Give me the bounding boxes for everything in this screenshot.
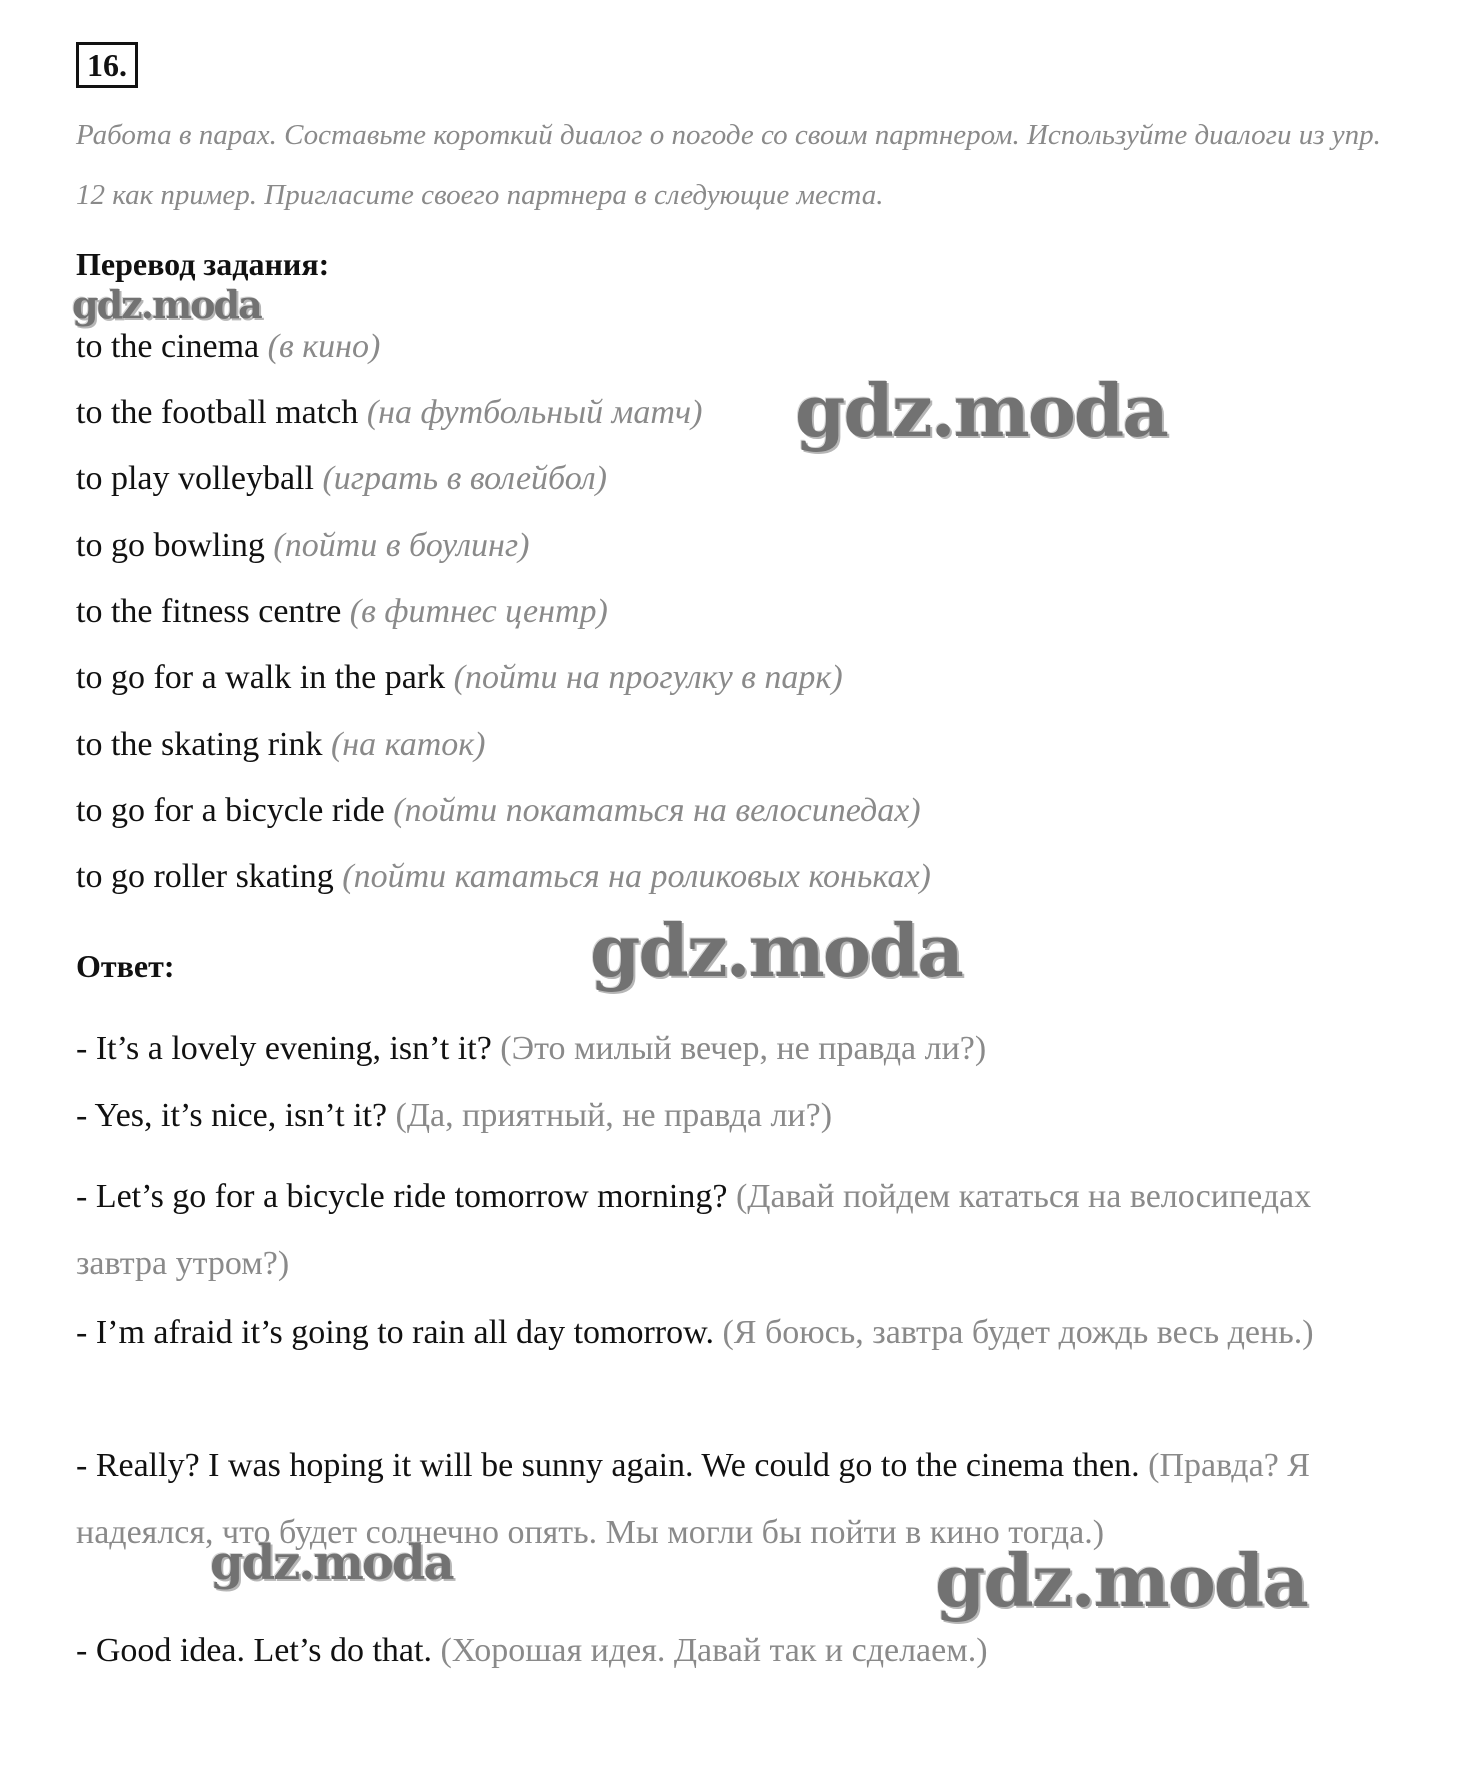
list-item: to go for a bicycle ride (пойти покататься на велосипедах) <box>76 792 921 829</box>
list-item: to play volleyball (играть в волейбол) <box>76 460 608 497</box>
list-item: to go for a walk in the park (пойти на прогулку в парк) <box>76 659 843 696</box>
list-item: to go roller skating (пойти кататься на роликовых коньках) <box>76 858 931 895</box>
exercise-number: 16. <box>76 42 138 88</box>
watermark-logo: gdz.moda <box>210 1535 453 1591</box>
dialogue-line: - Good idea. Let’s do that. (Хорошая идея. Давай так и сделаем.) <box>76 1632 988 1669</box>
watermark-logo: gdz.moda <box>795 368 1167 453</box>
dialogue-line: - Really? I was hoping it will be sunny again. We could go to the cinema then. (Правда? Я надеялся, что будет солнечно опять. Мы могли бы пойти в кино тогда.) <box>76 1447 1310 1551</box>
dialogue-line: - I’m afraid it’s going to rain all day tomorrow. (Я боюсь, завтра будет дождь весь день.) <box>76 1314 1314 1351</box>
watermark-logo: gdz.moda <box>590 908 962 993</box>
dialogue-line: - It’s a lovely evening, isn’t it? (Это милый вечер, не правда ли?) <box>76 1030 987 1067</box>
watermark-logo: gdz.moda <box>935 1538 1307 1623</box>
list-item: to the cinema (в кино) <box>76 328 381 365</box>
list-item: to the skating rink (на каток) <box>76 726 486 763</box>
dialogue-line: - Yes, it’s nice, isn’t it? (Да, приятный, не правда ли?) <box>76 1097 833 1134</box>
list-item: to go bowling (пойти в боулинг) <box>76 527 530 564</box>
watermark-logo: gdz.moda <box>72 282 261 327</box>
task-text: Работа в парах. Составьте короткий диалог о погоде со своим партнером. Используйте диалоги из упр. 12 как пример. Пригласите своего партнера в следующие места. <box>76 119 1381 211</box>
answer-heading: Ответ: <box>76 948 175 984</box>
list-item: to the football match (на футбольный матч) <box>76 394 703 431</box>
dialogue-line: - Let’s go for a bicycle ride tomorrow morning? (Давай пойдем кататься на велосипедах завтра утром?) <box>76 1178 1312 1282</box>
list-item: to the fitness centre (в фитнес центр) <box>76 593 608 630</box>
translation-heading: Перевод задания: <box>76 246 330 282</box>
